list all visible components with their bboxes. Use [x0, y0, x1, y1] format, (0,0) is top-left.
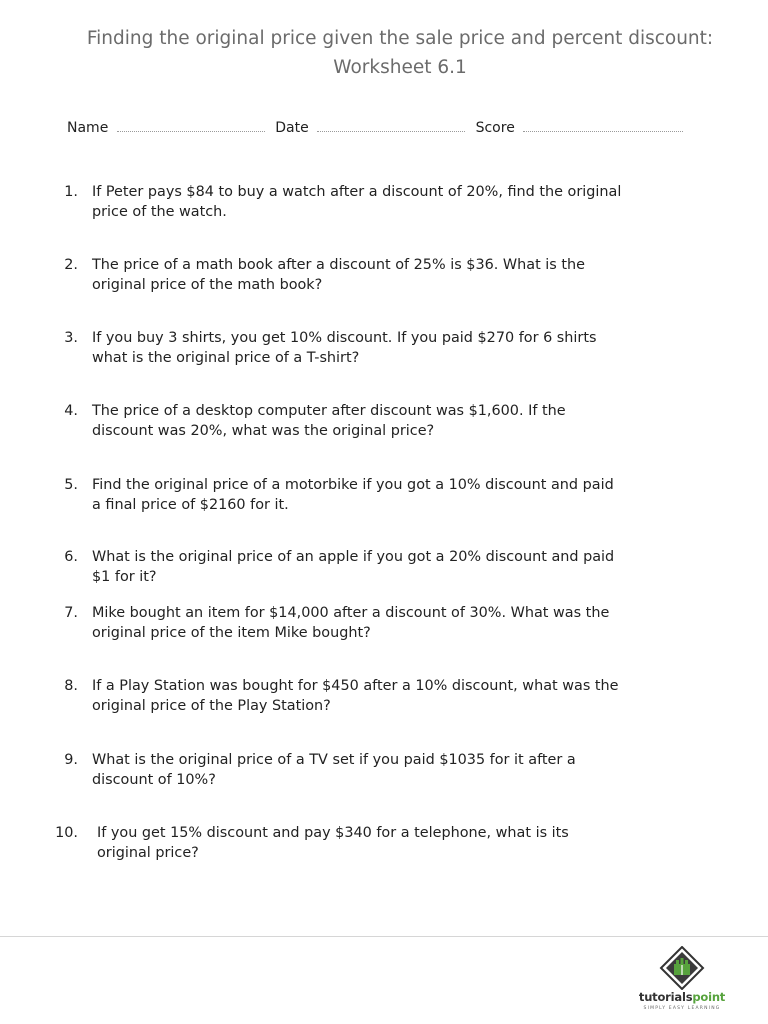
date-label: Date: [275, 120, 309, 136]
question-number: 9.: [64, 752, 78, 768]
tutorialspoint-logo: [624, 946, 740, 1014]
student-info-fields: [67, 120, 687, 136]
question-text: price of the watch.: [92, 203, 227, 220]
title-line-1: Finding the original price given the sale price and percent discount:: [86, 28, 714, 49]
question-text: original price of the Play Station?: [92, 697, 331, 714]
question-text: original price of the math book?: [92, 276, 323, 293]
question-number: 2.: [64, 257, 78, 273]
logo-wordmark: [624, 990, 740, 1004]
name-blank[interactable]: [117, 130, 265, 132]
question-number: 10.: [55, 825, 78, 841]
question-text: discount of 10%?: [92, 771, 216, 788]
question-number: 3.: [64, 330, 78, 346]
question-text: What is the original price of an apple if you got a 20% discount and paid: [92, 549, 615, 565]
question-text: If you buy 3 shirts, you get 10% discount. If you paid $270 for 6 shirts: [92, 330, 597, 346]
question-text: original price?: [97, 844, 199, 861]
logo-word-accent: point: [692, 990, 726, 1004]
title-line-2: Worksheet 6.1: [333, 57, 467, 78]
logo-word-main: tutorials: [638, 990, 693, 1004]
question-text: If Peter pays $84 to buy a watch after a discount of 20%, find the original: [92, 184, 622, 200]
question-text: What is the original price of a TV set if you paid $1035 for it after a: [92, 752, 576, 768]
name-label: Name: [67, 120, 109, 136]
question-text: $1 for it?: [92, 568, 157, 585]
question-number: 5.: [64, 477, 78, 493]
question-text: Find the original price of a motorbike if you got a 10% discount and paid: [92, 477, 614, 493]
footer-divider: [0, 936, 768, 937]
date-blank[interactable]: [317, 130, 465, 132]
question-text: The price of a math book after a discount of 25% is $36. What is the: [92, 257, 585, 273]
question-number: 6.: [64, 549, 78, 565]
question-text: original price of the item Mike bought?: [92, 624, 371, 641]
question-text: If you get 15% discount and pay $340 for a telephone, what is its: [97, 825, 569, 841]
logo-tagline: SIMPLY EASY LEARNING: [643, 1006, 721, 1011]
tutorialspoint-diamond-logo-icon: [624, 946, 740, 990]
question-number: 4.: [64, 403, 78, 419]
worksheet-title: [60, 24, 740, 82]
question-text: If a Play Station was bought for $450 after a 10% discount, what was the: [92, 678, 619, 694]
score-blank[interactable]: [523, 130, 683, 132]
question-text: discount was 20%, what was the original price?: [92, 422, 435, 439]
question-number: 8.: [64, 678, 78, 694]
question-number: 7.: [64, 605, 78, 621]
question-text: a final price of $2160 for it.: [92, 496, 289, 513]
question-text: Mike bought an item for $14,000 after a discount of 30%. What was the: [92, 605, 610, 621]
question-text: The price of a desktop computer after discount was $1,600. If the: [92, 403, 566, 419]
question-text: what is the original price of a T-shirt?: [92, 349, 360, 366]
score-label: Score: [475, 120, 515, 136]
question-number: 1.: [64, 184, 78, 200]
